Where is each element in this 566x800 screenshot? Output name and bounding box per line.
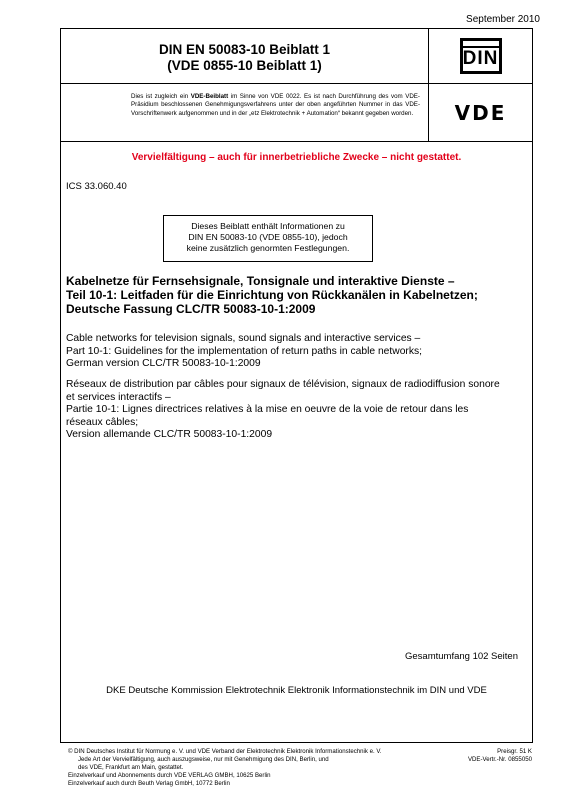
info-line-1: Dieses Beiblatt enthält Informationen zu — [191, 221, 345, 231]
standard-title — [61, 42, 428, 74]
vde-note-bold: VDE-Beiblatt — [190, 93, 229, 100]
title-english-line-3: German version CLC/TR 50083-10-1:2009 — [66, 358, 261, 369]
din-logo-box — [429, 29, 532, 84]
title-french — [66, 379, 528, 442]
sales-beuth-line: Einzelverkauf auch durch Beuth Verlag GmbH, 10772 Berlin — [68, 780, 230, 787]
price-footer — [468, 748, 532, 764]
info-line-3: keine zusätzlich genormten Festlegungen. — [186, 243, 350, 253]
vde-note — [61, 84, 429, 142]
copy-warning: Vervielfältigung – auch für innerbetriebliche Zwecke – nicht gestattet. — [131, 152, 462, 163]
ics-code: ICS 33.060.40 — [66, 181, 127, 192]
total-pages: Gesamtumfang 102 Seiten — [404, 651, 518, 662]
publication-date: September 2010 — [466, 14, 540, 25]
vde-note-suffix: im Sinne von VDE 0022. Es ist nach Durchführung des vom VDE-Präsidium beschlossenen Genehmigungsverfahrens unter der oben angeführten Nummer in das VDE-Vorschriftenwerk aufgenommen und in der „etz Elektrotechnik + Automation“ bekannt gegeben worden. — [131, 93, 420, 117]
title-german-line-2: Teil 10-1: Leitfaden für die Einrichtung von Rückkanälen in Kabelnetzen; — [66, 288, 478, 302]
title-german-line-3: Deutsche Fassung CLC/TR 50083-10-1:2009 — [66, 302, 316, 316]
vde-number: (VDE 0855-10 Beiblatt 1) — [167, 58, 322, 73]
din-logo-letters: DIN — [462, 48, 499, 69]
title-french-line-1: Réseaux de distribution par câbles pour signaux de télévision, signaux de radiodiffusion sonore — [66, 379, 500, 390]
title-german — [66, 274, 528, 316]
copyright-line: © DIN Deutsches Institut für Normung e. V. und VDE Verband der Elektrotechnik Elektronik Informationstechnik e. V. — [68, 748, 382, 755]
din-logo — [460, 38, 502, 74]
title-french-line-5: Version allemande CLC/TR 50083-10-1:2009 — [66, 429, 273, 440]
title-english-line-2: Part 10-1: Guidelines for the implementation of return paths in cable networks; — [66, 345, 423, 357]
title-french-line-2: et services interactifs – — [66, 391, 171, 403]
vde-logo: VDE — [454, 100, 507, 125]
vde-logo-box — [429, 84, 532, 142]
price-group: Preisgr. 51 K — [497, 748, 532, 755]
copyright-footer — [68, 748, 438, 788]
title-english — [66, 333, 528, 371]
info-box — [163, 215, 373, 262]
cover-frame — [60, 28, 533, 743]
sales-vde-line: Einzelverkauf und Abonnements durch VDE VERLAG GMBH, 10625 Berlin — [68, 772, 271, 779]
title-french-line-3: Partie 10-1: Lignes directrices relatives à la mise en oeuvre de la voie de retour dans les — [66, 404, 469, 415]
dke-line: DKE Deutsche Kommission Elektrotechnik Elektronik Informationstechnik im DIN und VDE — [106, 685, 487, 696]
standard-title-box — [61, 29, 429, 84]
standard-number: DIN EN 50083-10 Beiblatt 1 — [158, 42, 331, 57]
title-german-line-1: Kabelnetze für Fernsehsignale, Tonsignale und interaktive Dienste – — [66, 274, 455, 288]
reproduction-line-1: Jede Art der Vervielfältigung, auch auszugsweise, nur mit Genehmigung des DIN, Berlin, und — [78, 756, 329, 763]
title-french-line-4: réseaux câbles; — [66, 416, 139, 428]
vde-order-number: VDE-Vertr.-Nr. 0855050 — [467, 756, 532, 763]
title-english-line-1: Cable networks for television signals, sound signals and interactive services – — [66, 333, 421, 344]
reproduction-line-2: des VDE, Frankfurt am Main, gestattet. — [78, 764, 184, 771]
vde-note-prefix: Dies ist zugleich ein — [131, 93, 191, 100]
info-line-2: DIN EN 50083-10 (VDE 0855-10), jedoch — [188, 232, 348, 242]
